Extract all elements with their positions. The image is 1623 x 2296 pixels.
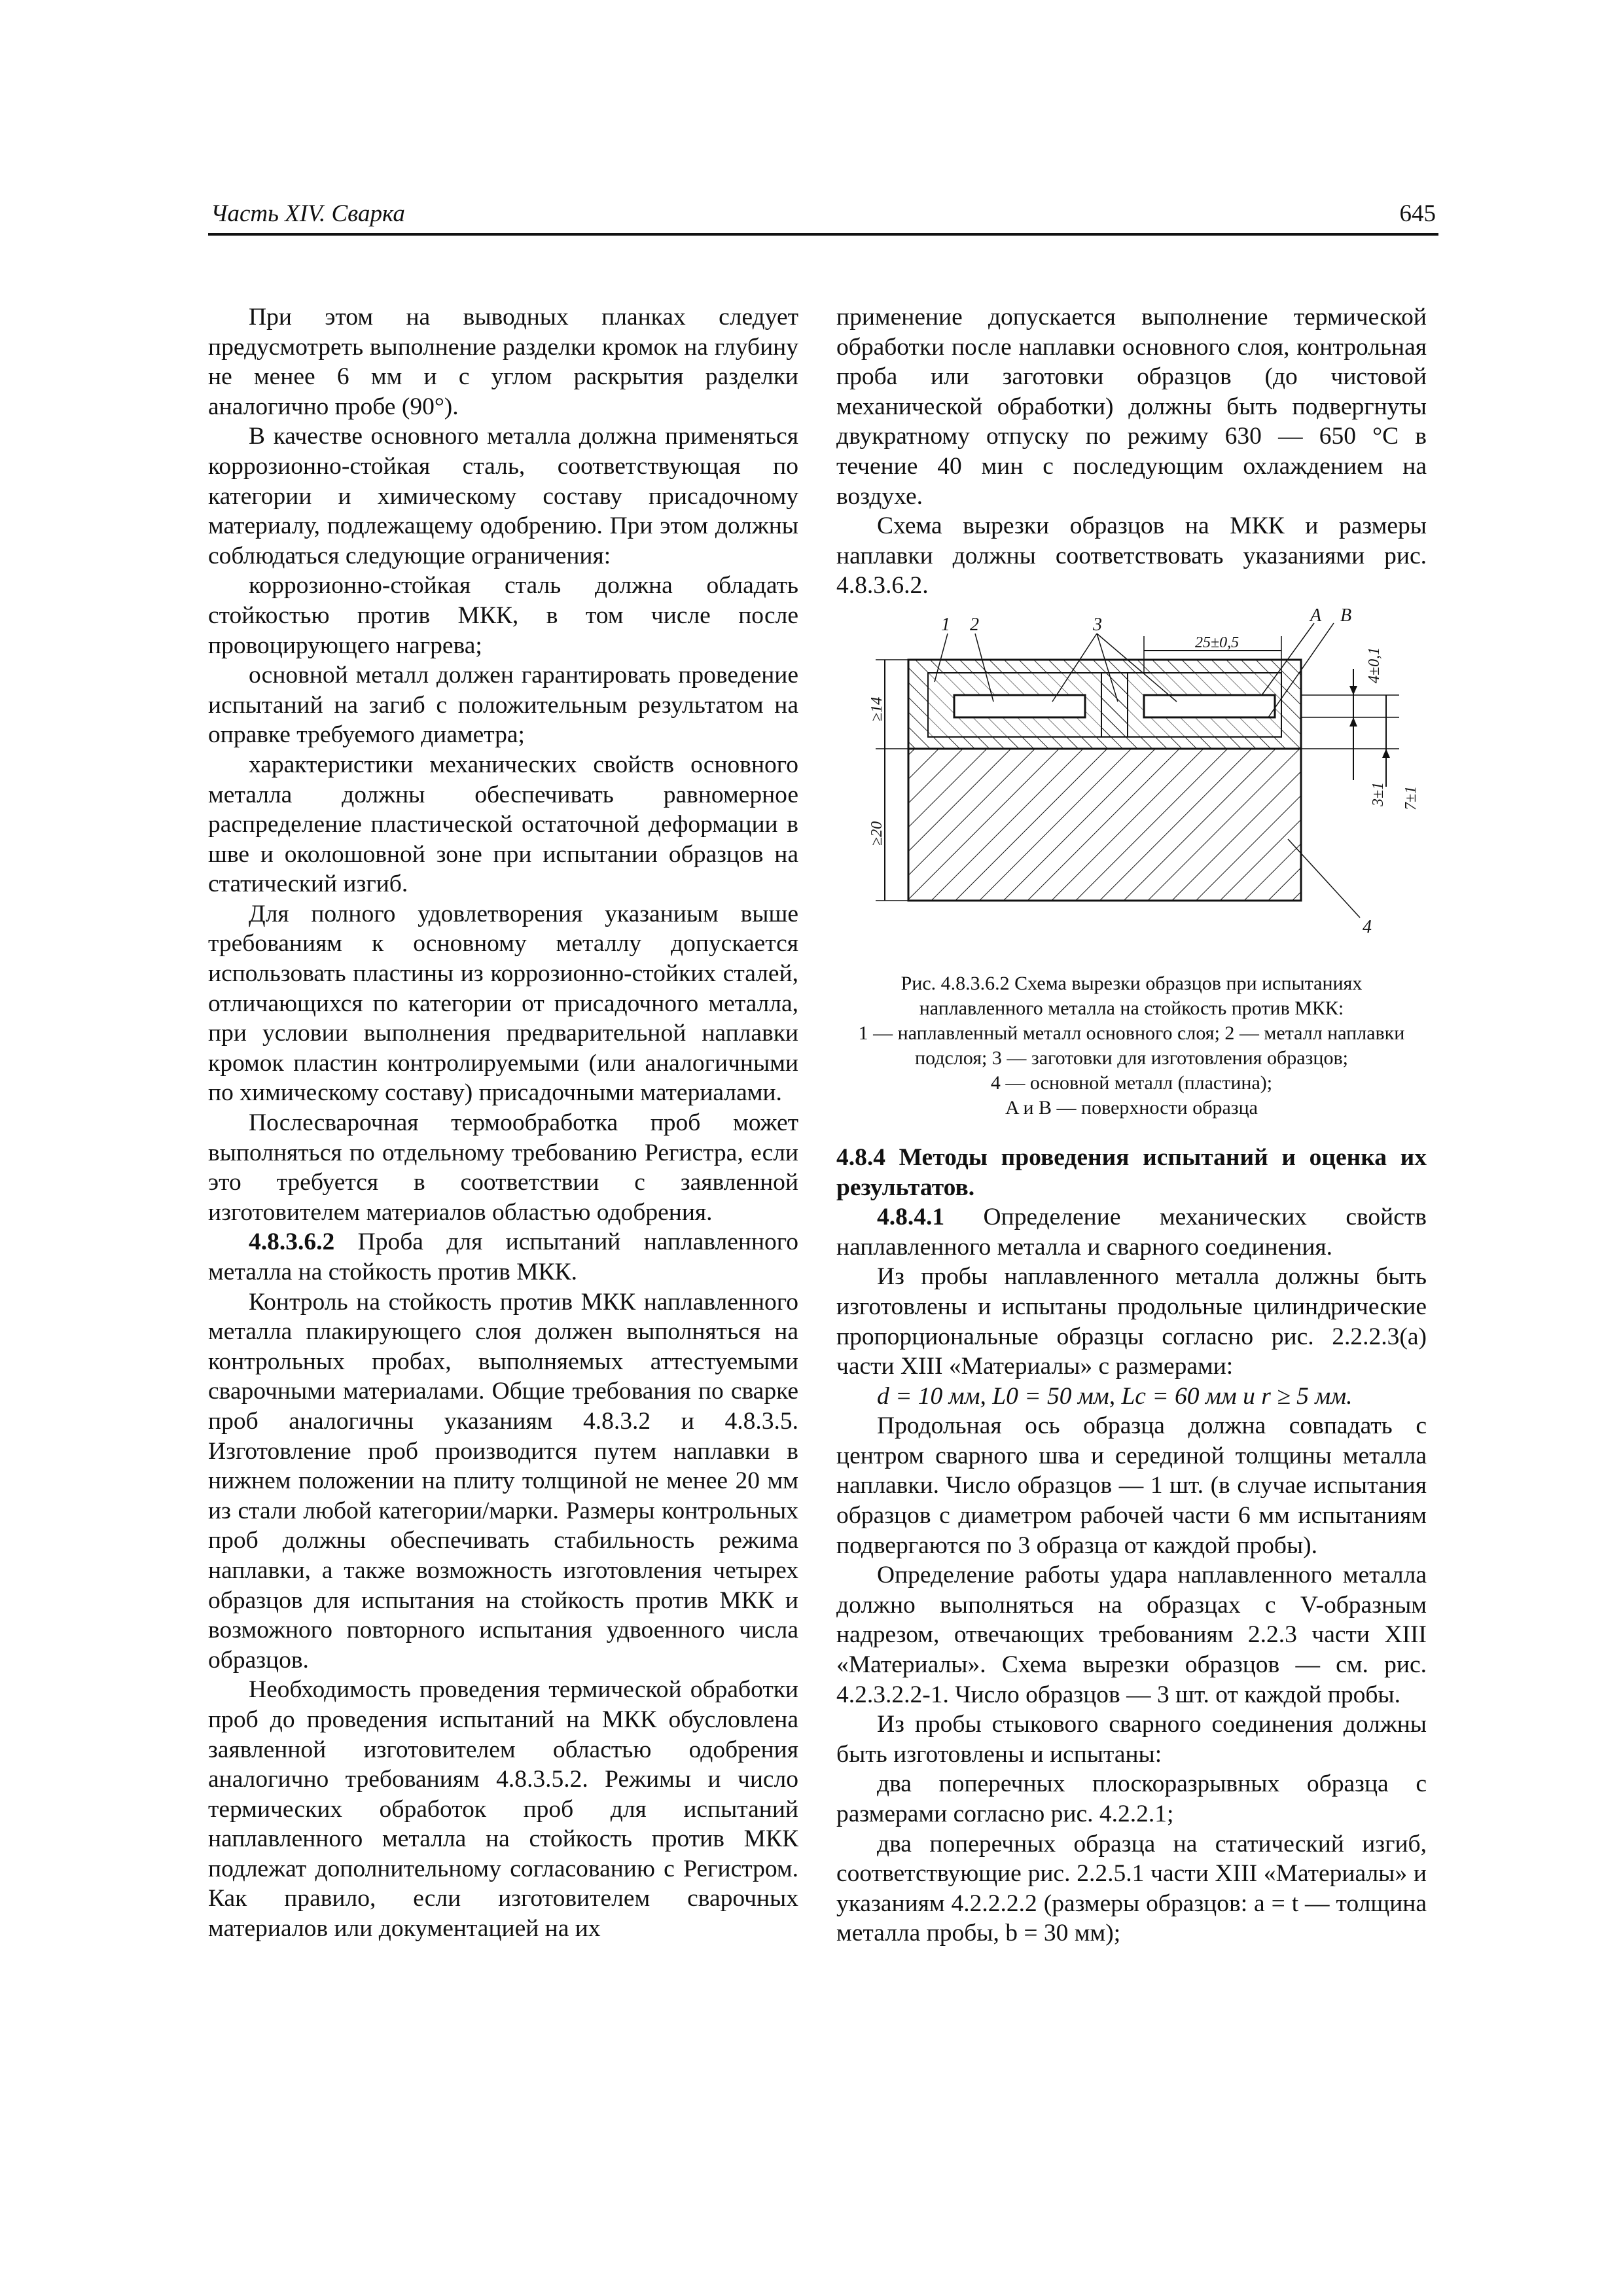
paragraph: два поперечных плоскоразрывных образца с размерами согласно рис. 4.2.2.1; bbox=[836, 1770, 1427, 1827]
paragraph: Определение работы удара наплавленного металла должно выполняться на образцах с V-образным надрезом, отвечающих требованиям 2.2.3 части XIII «Материалы». Схема вырезки образцов — см. рис. 4.2.3.2.2-1. Число образцов — 3 шт. от каждой пробы. bbox=[836, 1562, 1427, 1708]
specimen-blank-right bbox=[1144, 695, 1275, 717]
right-column bbox=[836, 302, 1427, 1948]
paragraph: характеристики механических свойств основного металла должны обеспечивать равномерное распределение пластической остаточной деформации в шве и околошовной зоне при испытании образцов на статический изгиб. bbox=[208, 751, 798, 898]
clause-number: 4.8.4.1 bbox=[877, 1204, 945, 1231]
dimension-7: 7±1 bbox=[1402, 785, 1419, 810]
label-1: 1 bbox=[941, 614, 950, 635]
caption-line: подслоя; 3 — заготовки для изготовления образцов; bbox=[915, 1047, 1348, 1069]
specimen-blank-left bbox=[954, 695, 1085, 717]
label-2: 2 bbox=[970, 614, 979, 635]
label-B: B bbox=[1340, 605, 1352, 626]
page-number: 645 bbox=[1399, 200, 1436, 227]
caption-line: 1 — наплавленный металл основного слоя; 2 — металл наплавки bbox=[858, 1022, 1405, 1044]
paragraph: Продольная ось образца должна совпадать с центром сварного шва и серединой толщины металла наплавки. Число образцов — 1 шт. (в случае испытания образцов с диаметром рабочей части 6 мм испытаниям подвергаются по 3 образца от каждой пробы). bbox=[836, 1412, 1427, 1559]
label-4: 4 bbox=[1363, 916, 1372, 937]
running-title: Часть XIV. Сварка bbox=[211, 200, 405, 227]
dimension-3: 3±1 bbox=[1370, 781, 1387, 806]
paragraph: коррозионно-стойкая сталь должна обладать стойкостью против МКК, в том числе после провоцирующего нагрева; bbox=[208, 572, 798, 659]
base-plate bbox=[908, 749, 1301, 901]
paragraph: Для полного удовлетворения указаниым выше требованиям к основному металлу допускается использовать пластины из коррозионно-стойких сталей, отличающихся по категории от присадочного металла, при условии выполнения предварительной наплавки кромок пластин контролируемыми (или аналогичными по химическому составу) присадочными материалами. bbox=[208, 900, 798, 1107]
label-A: A bbox=[1310, 605, 1322, 626]
figure-caption bbox=[836, 971, 1427, 1121]
paragraph: При этом на выводных планках следует предусмотреть выполнение разделки кромок на глубину не менее 6 мм и с углом раскрытия разделки аналогично пробе (90°). bbox=[208, 304, 798, 420]
clause-number: 4.8.3.6.2 bbox=[249, 1229, 335, 1256]
section-title: 4.8.4 Методы проведения испытаний и оценка их результатов. bbox=[836, 1143, 1427, 1201]
caption-line: A и B — поверхности образца bbox=[1005, 1096, 1258, 1119]
label-3: 3 bbox=[1093, 614, 1102, 635]
dimension-14: ≥14 bbox=[868, 696, 885, 721]
paragraph: Из пробы стыкового сварного соединения должны быть изготовлены и испытаны: bbox=[836, 1711, 1427, 1768]
paragraph bbox=[208, 1227, 798, 1287]
specimen-diagram bbox=[836, 610, 1427, 963]
dimension-20: ≥20 bbox=[868, 821, 885, 846]
dimension-25: 25±0,5 bbox=[1195, 634, 1240, 651]
formula-line: d = 10 мм, L0 = 50 мм, Lc = 60 мм и r ≥ 5 мм. bbox=[877, 1382, 1353, 1410]
paragraph: Контроль на стойкость против МКК наплавленного металла плакирующего слоя должен выполняться на контрольных пробах, выполняемых аттестуемыми сварочными материалами. Общие требования по сварке проб аналогичны указаниям 4.8.3.2 и 4.8.3.5. Изготовление проб производится путем наплавки в нижнем положении на плиту толщиной не менее 20 мм из стали любой категории/марки. Размеры контрольных проб должны обеспечивать стабильность режима наплавки, а также возможность изготовления четырех образцов для испытания на стойкость против МКК и возможного повторного испытания удвоенного числа образцов. bbox=[208, 1288, 798, 1674]
dimension-4: 4±0,1 bbox=[1366, 647, 1383, 683]
page-header bbox=[208, 196, 1438, 236]
caption-line: Рис. 4.8.3.6.2 Схема вырезки образцов при испытаниях bbox=[901, 972, 1363, 994]
paragraph: Послесварочная термообработка проб может выполняться по отдельному требованию Регистра, если это требуется в соответствии с заявленной изготовителем материалов областью одобрения. bbox=[208, 1109, 798, 1226]
caption-line: наплавленного металла на стойкость против МКК: bbox=[919, 997, 1344, 1019]
left-column bbox=[208, 302, 798, 1944]
paragraph: Из пробы наплавленного металла должны быть изготовлены и испытаны продольные цилиндрические пропорциональные образцы согласно рис. 2.2.2.3(а) части XIII «Материалы» с размерами: bbox=[836, 1263, 1427, 1380]
paragraph: В качестве основного металла должна применяться коррозионно-стойкая сталь, соответствующая по категории и химическому составу присадочному материалу, подлежащему одобрению. При этом должны соблюдаться следующие ограничения: bbox=[208, 423, 798, 569]
paragraph: Необходимость проведения термической обработки проб до проведения испытаний на МКК обусловлена заявленной изготовителем областью одобрения аналогично требованиям 4.8.3.5.2. Режимы и число термических обработок проб для испытаний наплавленного металла на стойкость против МКК подлежат дополнительному согласованию с Регистром. Как правило, если изготовителем сварочных материалов или документацией на их bbox=[208, 1676, 798, 1943]
clause-text: Проба для испытаний наплавленного металла на стойкость против МКК. bbox=[208, 1229, 798, 1285]
paragraph: основной металл должен гарантировать проведение испытаний на загиб с положительным результатом на оправке требуемого диаметра; bbox=[208, 662, 798, 749]
figure-specimen-scheme bbox=[836, 605, 1427, 963]
paragraph: применение допускается выполнение термической обработки после наплавки основного слоя, контрольная проба или заготовки образцов (до чистовой механической обработки) должны быть подвергнуты двукратному отпуску по режиму 630 — 650 °С в течение 40 мин с последующим охлаждением на воздухе. bbox=[836, 304, 1427, 510]
paragraph: два поперечных образца на статический изгиб, соответствующие рис. 2.2.5.1 части XIII «Материалы» и указаниям 4.2.2.2.2 (размеры образцов: a = t — толщина металла пробы, b = 30 мм); bbox=[836, 1830, 1427, 1947]
paragraph bbox=[836, 1202, 1427, 1262]
paragraph: Схема вырезки образцов на МКК и размеры наплавки должны соответствовать указаниями рис. 4.8.3.6.2. bbox=[836, 512, 1427, 600]
clause-text: Определение механических свойств наплавленного металла и сварного соединения. bbox=[836, 1204, 1427, 1261]
caption-line: 4 — основной металл (пластина); bbox=[990, 1071, 1273, 1094]
